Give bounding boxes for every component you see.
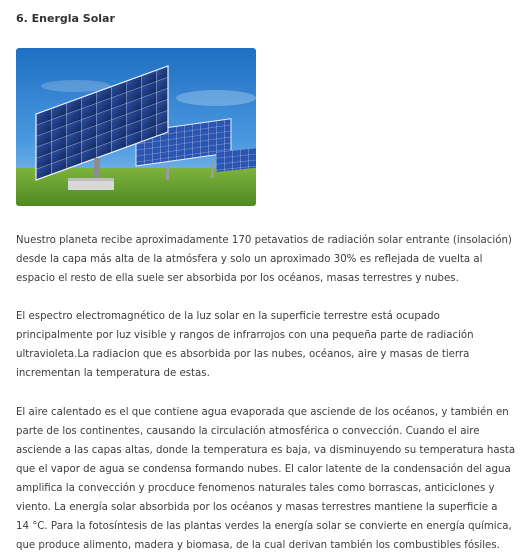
paragraph-line: El aire calentado es el que contiene agua evaporada que asciende de los océanos, y también en	[16, 407, 509, 418]
paragraph-line: El espectro electromagnético de la luz solar en la superficie terrestre está ocupado	[16, 311, 440, 322]
paragraph-line: que produce alimento, madera y biomasa, de la cual derivan también los combustibles fósiles.	[16, 540, 500, 551]
paragraph-line: 14 °C. Para la fotosíntesis de las plantas verdes la energía solar se convierte en energía química,	[16, 521, 512, 532]
paragraph-line: que el vapor de agua se condensa formando nubes. El calor latente de la condensación del agua	[16, 464, 511, 475]
paragraph-line: espacio el resto de ella suele ser absorbida por los océanos, masas terrestres y nubes.	[16, 273, 459, 284]
paragraph-line: incrementan la temperatura de estas.	[16, 368, 210, 379]
paragraph-line: principalmente por luz visible y rangos de infrarrojos con una pequeña parte de radiación	[16, 330, 474, 341]
solar-panels-photo	[16, 48, 256, 206]
paragraph-line: parte de los continentes, causando la circulación atmosférica o convección. Cuando el aire	[16, 426, 480, 437]
paragraph-1	[16, 231, 516, 288]
paragraph-line: ultravioleta.La radiacion que es absorbida por las nubes, océanos, aire y masas de tierra	[16, 349, 470, 360]
paragraph-line: desde la capa más alta de la atmósfera y solo un aproximado 30% es reflejada de vuelta al	[16, 254, 483, 265]
paragraph-line: asciende a las capas altas, donde la temperatura es baja, va disminuyendo su temperatura hasta	[16, 445, 516, 456]
paragraph-line: Nuestro planeta recibe aproximadamente 170 petavatios de radiación solar entrante (insolación)	[16, 235, 512, 246]
article-heading: 6. Energla Solar	[16, 12, 115, 25]
paragraph-3	[16, 403, 516, 555]
paragraph-line: amplifica la convección y procduce fenomenos naturales tales como borrascas, anticiclones y	[16, 483, 495, 494]
paragraph-2	[16, 307, 516, 383]
paragraph-line: viento. La energía solar absorbida por los océanos y masas terrestres mantiene la superficie a	[16, 502, 498, 513]
